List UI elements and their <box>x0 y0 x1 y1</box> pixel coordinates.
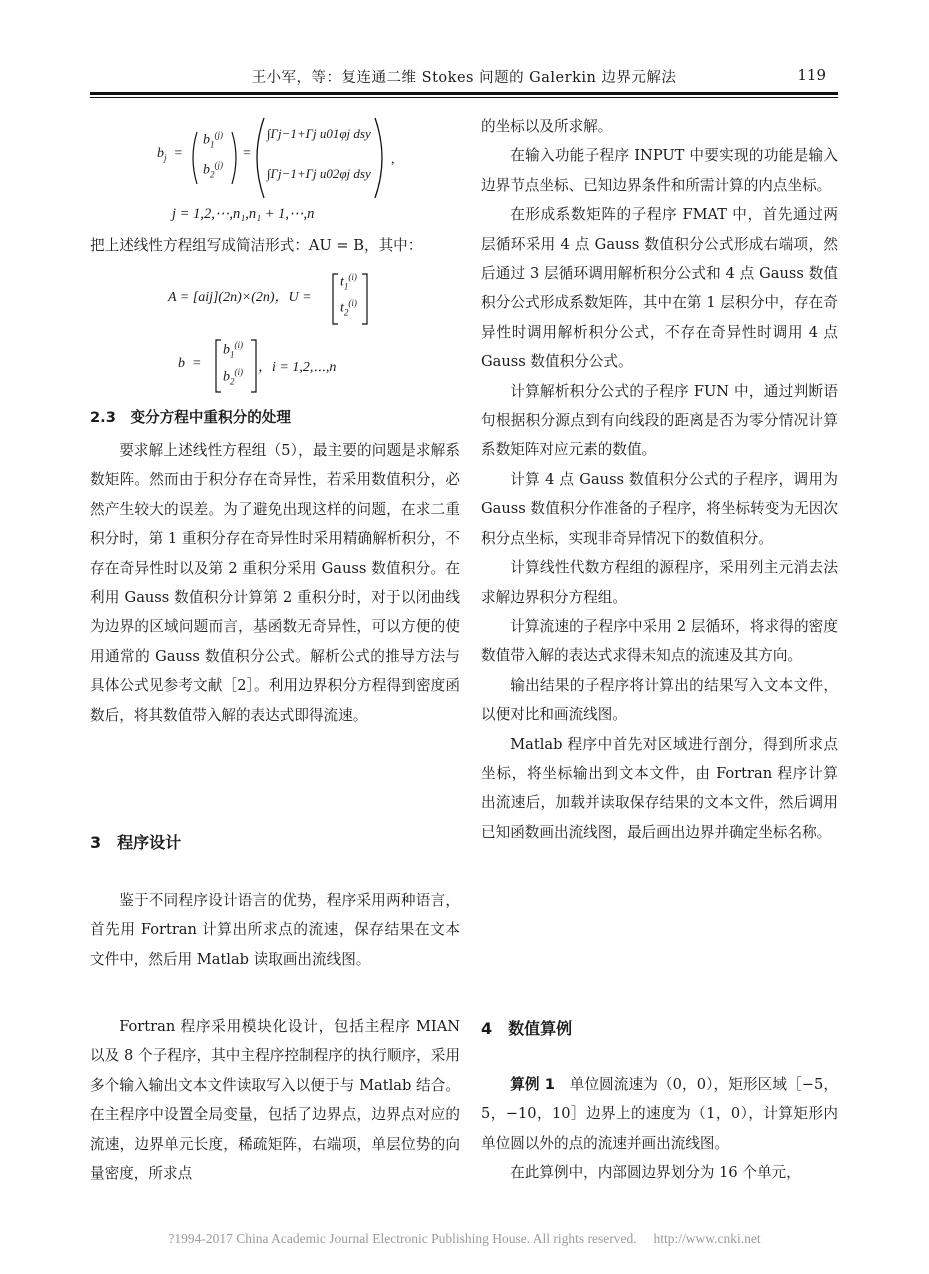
paragraph-r0: 的坐标以及所求解。 <box>481 118 613 135</box>
section-2-3-heading: 2.3 变分方程中重积分的处理 <box>90 409 291 426</box>
eq-b1j: $b_1^{(j)}$ <box>203 130 223 150</box>
section-4 <box>481 1014 838 1043</box>
running-title: 王小军，等：复连通二维 Stokes 问题的 Galerkin 边界元解法 <box>251 70 677 86</box>
equation-U-brackets <box>168 270 428 328</box>
header-rule-thin <box>90 97 838 98</box>
paragraph-r5: 计算线性代数方程组的源程序，采用列主元消去法求解边界积分方程组。 <box>481 559 838 606</box>
copyright-footer: ?1994-2017 China Academic Journal Electronic Publishing House. All rights reserved. http://www.cnki.net <box>168 1231 761 1246</box>
equation-j-range: j = 1,2,⋯,n₁,n₁ + 1,⋯,n <box>172 206 315 222</box>
header-rule-thick <box>90 92 838 95</box>
eq-row2: ∫Γj−1+Γj u02φj dsy <box>267 166 371 181</box>
eq-A: A = [aij](2n)×(2n)，U = <box>168 290 312 305</box>
section-2-3 <box>90 403 460 432</box>
eq-b1i: $b_1^{(i)}$ <box>223 340 243 360</box>
eq-comma: , <box>391 152 395 167</box>
section-3-heading: 3 程序设计 <box>90 833 182 852</box>
paragraph-r4: 计算 4 点 Gauss 数值积分公式的子程序，调用为 Gauss 数值积分作准备的子程序，将坐标转变为无因次积分点坐标，实现非奇异情况下的数值积分。 <box>481 470 838 547</box>
equation-bj-lhs: $b_j$ = <box>157 146 183 163</box>
paragraph-r2: 在形成系数矩阵的子程序 FMAT 中，首先通过两层循环采用 4 点 Gauss 数值积分公式形成右端项，然后通过 3 层循环调用解析积分公式和 4 点 Gauss 数值积分公式形成系数矩阵，其中在第 1 层积分中，存在奇异性时调用解析积分公式，不存在奇异性时调用 4 点 Gauss 数值积分公式。 <box>481 206 838 371</box>
paragraph-r7: 输出结果的子程序将计算出的结果写入文本文件，以便对比和画流线图。 <box>481 676 838 724</box>
paragraph-r9: 在此算例中，内部圆边界划分为 16 个单元， <box>510 1164 801 1182</box>
paragraph-r8: Matlab 程序中首先对区域进行剖分，得到所求点坐标，将坐标输出到文本文件，由 Fortran 程序计算出流速后，加载并读取保存结果的文本文件，然后调用已知函数画出流线图，最后画出边界并确定坐标名称。 <box>481 735 838 841</box>
paragraph-3-1: 鉴于不同程序设计语言的优势，程序采用两种语言，首先用 Fortran 计算出所求点的流速，保存结果在文本文件中，然后用 Matlab 读取画出流线图。 <box>90 892 460 968</box>
eq-t1: $t_1^{(i)}$ <box>340 272 357 292</box>
page-number: 119 <box>797 66 826 84</box>
eq-b-tail: ，i = 1,2,⋯,n <box>258 360 337 375</box>
equation-A-U <box>168 270 428 328</box>
equation-b <box>178 336 458 396</box>
eq-b2j: $b_2^{(j)}$ <box>203 160 223 180</box>
right-column-text <box>481 112 838 847</box>
eq-equals: = <box>243 146 251 161</box>
eq-row1: ∫Γj−1+Γj u01φj dsy <box>267 126 371 141</box>
eq-b2i: $b_2^{(i)}$ <box>223 367 243 387</box>
paragraph-r6: 计算流速的子程序中采用 2 层循环，将求得的密度数值带入解的表达式求得未知点的流速及其方向。 <box>481 617 838 665</box>
running-header <box>90 66 838 90</box>
paragraph-2-3: 要求解上述线性方程组（5），最主要的问题是求解系数矩阵。然而由于积分存在奇异性，若采用数值积分，必然产生较大的误差。为了避免出现这样的问题，在求二重积分时，第 1 重积分存在奇异性时采用精确解析积分，不存在奇异性时以及第 2 重积分采用 Gauss 数值积分。在利用 Gauss 数值积分计算第 2 重积分时，对于以闭曲线为边界的区域问题而言，基函数无奇异性，可以方便的使用通常的 Gauss 数值积分公式。解析公式的推导方法与具体公式见参考文献［2］。利用边界积分方程得到密度函数后，将其数值带入解的表达式即得流速。 <box>90 442 460 724</box>
eq-b-lhs: b = <box>178 356 202 371</box>
example-label: 算例 1 <box>510 1076 555 1093</box>
eq-t2: $t_2^{(i)}$ <box>340 298 357 318</box>
equation-bj <box>155 112 455 204</box>
paragraph-r1: 在输入功能子程序 INPUT 中要实现的功能是输入边界节点坐标、已知边界条件和所需计算的内点坐标。 <box>481 147 838 194</box>
paragraph-3-2: Fortran 程序采用模块化设计，包括主程序 MIAN 以及 8 个子程序，其中主程序控制程序的执行顺序，采用多个输入输出文本文件读取写入以便于与 Matlab 结合。在主程序中设置全局变量，包括了边界点，边界点对应的流速，边界单元长度，稀疏矩阵，右端项，单层位势的向量密度，所求点 <box>90 1018 460 1183</box>
example-1 <box>481 1070 838 1188</box>
paragraph-r3: 计算解析积分公式的子程序 FUN 中，通过判断语句根据积分源点到有向线段的距离是否为零分情况计算系数矩阵对应元素的数值。 <box>481 382 838 459</box>
section-4-heading: 4 数值算例 <box>481 1019 573 1038</box>
matrix-intro: 把上述线性方程组写成简洁形式：AU = B，其中： <box>90 237 423 254</box>
example-text: 单位圆流速为（0，0），矩形区域［−5，5，−10，10］边界上的速度为（1，0），计算矩形内单位圆以外的点的流速并画出流线图。 <box>481 1076 838 1152</box>
section-3 <box>90 828 460 857</box>
